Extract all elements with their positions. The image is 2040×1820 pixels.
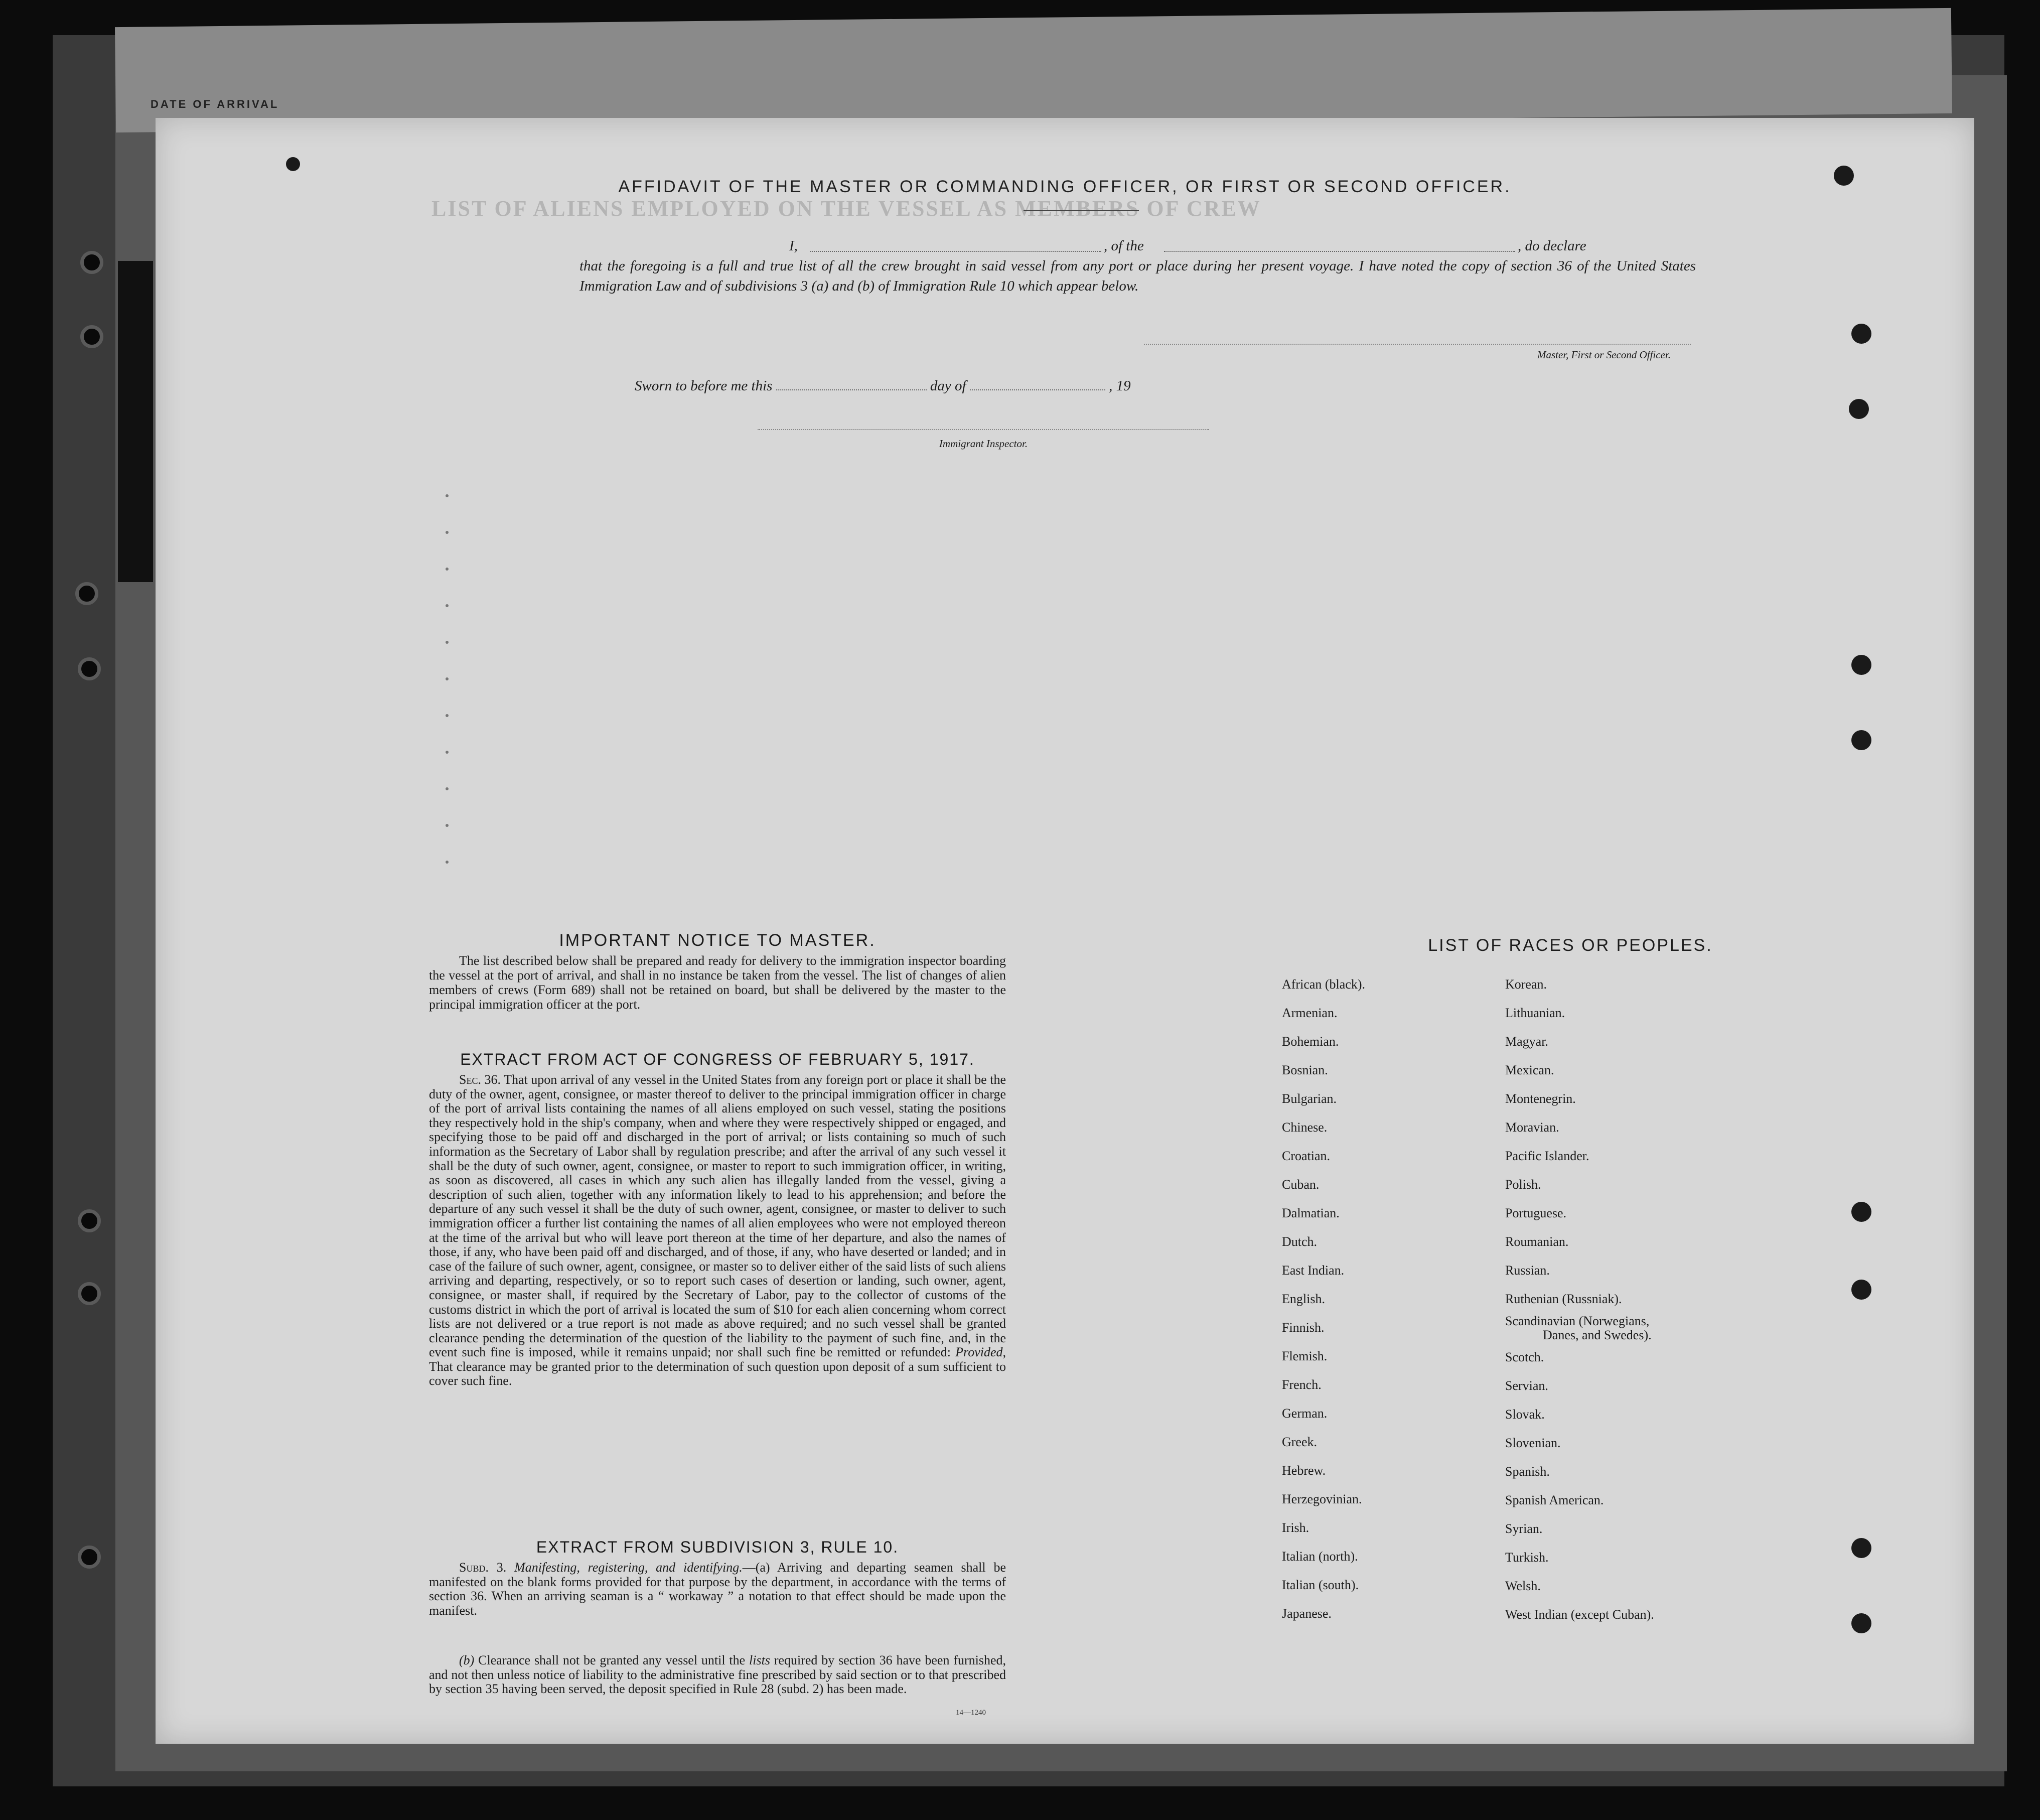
sworn-year: , 19	[1109, 378, 1131, 394]
bleed-dot	[446, 751, 449, 754]
race-item-line: Scandinavian (Norwegians,	[1505, 1314, 1650, 1328]
binder-hole-icon	[78, 1282, 101, 1305]
inspector-signature-field[interactable]	[758, 429, 1209, 430]
affidavit-title: AFFIDAVIT OF THE MASTER OR COMMANDING OFFICER, OR FIRST OR SECOND OFFICER.	[618, 177, 1512, 196]
title-divider	[1024, 210, 1139, 211]
top-edge-sheet	[115, 8, 1952, 132]
notice-text: The list described below shall be prepared and ready for delivery to the immigration inspector boarding the vessel at the port of arrival, and shall in no instance be taken from the vessel. The list of changes of alien members of crews (Form 689) shall not be retained on board, but shall be delivered by the master to the principal immigration officer at the port.	[429, 953, 1006, 1012]
race-item: Welsh.	[1505, 1579, 1541, 1593]
bleed-dot	[446, 568, 449, 571]
race-item: Irish.	[1282, 1520, 1309, 1535]
sworn-prefix: Sworn to before me this	[635, 378, 773, 394]
notice-title: IMPORTANT NOTICE TO MASTER.	[559, 931, 876, 950]
binder-hole-icon	[80, 251, 103, 274]
race-item: Magyar.	[1505, 1034, 1548, 1049]
binder-hole-icon	[286, 157, 300, 171]
form-number: 14—1240	[956, 1709, 986, 1717]
inspector-label: Immigrant Inspector.	[939, 438, 1028, 450]
bleed-dot	[446, 604, 449, 607]
bleed-dot	[446, 824, 449, 827]
binder-hole-icon	[78, 1546, 101, 1569]
subdivision-a-text	[429, 1561, 1006, 1618]
race-item: Bulgarian.	[1282, 1091, 1337, 1106]
binder-hole-icon	[78, 1209, 101, 1232]
binder-hole-icon	[1851, 655, 1871, 675]
race-item: Slovak.	[1505, 1407, 1545, 1422]
para-b-marker: (b)	[459, 1653, 475, 1667]
race-item: Cuban.	[1282, 1177, 1320, 1192]
race-item: Roumanian.	[1505, 1234, 1569, 1249]
race-item: Chinese.	[1282, 1120, 1328, 1135]
form-page	[156, 118, 1974, 1744]
race-item: French.	[1282, 1377, 1322, 1392]
race-item: Scotch.	[1505, 1350, 1544, 1364]
binding-strip	[118, 261, 153, 582]
race-item-line: Danes, and Swedes).	[1543, 1328, 1652, 1342]
affidavit-declare: , do declare	[1518, 238, 1586, 254]
bleed-dot	[446, 787, 449, 790]
race-item: English.	[1282, 1292, 1325, 1306]
bleed-dot	[446, 861, 449, 864]
signature-label: Master, First or Second Officer.	[1537, 349, 1671, 361]
race-item: Herzegovinian.	[1282, 1492, 1362, 1506]
race-item: African (black).	[1282, 977, 1366, 992]
race-item: Pacific Islander.	[1505, 1149, 1589, 1163]
race-item: Montenegrin.	[1505, 1091, 1576, 1106]
binder-hole-icon	[1851, 324, 1871, 344]
race-item: Italian (north).	[1282, 1549, 1358, 1564]
race-item: Hebrew.	[1282, 1463, 1326, 1478]
name-field[interactable]	[810, 237, 1101, 252]
race-item: Lithuanian.	[1505, 1006, 1565, 1020]
extract-act-title: EXTRACT FROM ACT OF CONGRESS OF FEBRUARY 5, 1917.	[460, 1050, 975, 1068]
binder-hole-icon	[80, 325, 103, 348]
binder-hole-icon	[1851, 1538, 1871, 1558]
section-label: Sec. 36.	[459, 1072, 501, 1087]
bleed-dot	[446, 714, 449, 717]
race-item: Italian (south).	[1282, 1578, 1359, 1592]
race-item: Polish.	[1505, 1177, 1541, 1192]
para-b-text-1: Clearance shall not be granted any vessel until the	[478, 1653, 746, 1667]
binder-hole-icon	[1851, 1280, 1871, 1300]
affidavit-statement: that the foregoing is a full and true list of all the crew brought in said vessel from any port or place during her present voyage. I have noted the copy of section 36 of the United States Immigration Law and of subdivisions 3 (a) and (b) of Immigration Rule 10 which appear below.	[579, 258, 1696, 294]
section-36-body: That upon arrival of any vessel in the United States from any foreign port or place it shall be the duty of the owner, agent, consignee, or master thereof to deliver to the principal immigration officer in charge of the port of arrival lists containing the names of all aliens employed on such vessel, stating the positions they respectively hold in the ship's company, when and where they were respectively shipped or engaged, and specifying those to be paid off and discharged in the port of arrival; or lists containing so much of such information as the Secretary of Labor shall by regulation prescribe; and after the arrival of any such vessel it shall be the duty of such owner, agent, consignee, or master to report to such immigration officer, in writing, as soon as discovered, all cases in which any such alien has illegally landed from the vessel, giving a description of such alien, together with any information likely to lead to his apprehension; and before the departure of any such vessel it shall be the duty of such owner, agent, consignee, or master to deliver to such immigration officer a further list containing the names of all alien employees who were not employed thereon at the time of the arrival but who will leave port thereon at the time of her departure, and also the names of those, if any, who have been paid off and discharged, and of those, if any, who have deserted or landed; and in case of the failure of such owner, agent, consignee, or master so to deliver either of the said lists of such aliens arriving and departing, respectively, or so to report such cases of desertion or landing, such owner, agent, consignee, or master shall, if required by the Secretary of Labor, pay to the collector of customs of the customs district in which the port of arrival is located the sum of $10 for each alien concerning whom correct lists are not delivered or a true report is not made as above required; and no such vessel shall be granted clearance pending the determination of the question of the liability to the payment of such fine, and, in the event such fine is imposed, while it remains unpaid; nor shall such fine be remitted or refunded:	[429, 1072, 1006, 1360]
extract-rule-title: EXTRACT FROM SUBDIVISION 3, RULE 10.	[536, 1538, 899, 1556]
race-item: Korean.	[1505, 977, 1547, 992]
race-item: Croatian.	[1282, 1149, 1331, 1163]
sworn-day-of: day of	[930, 378, 966, 394]
signature-field[interactable]	[1144, 344, 1691, 345]
vessel-field[interactable]	[1164, 237, 1515, 252]
background-edge-text: DATE OF ARRIVAL	[151, 98, 279, 110]
para-b-lists: lists	[749, 1653, 770, 1667]
race-item: East Indian.	[1282, 1263, 1345, 1278]
affidavit-i: I,	[789, 238, 798, 254]
race-item: Japanese.	[1282, 1606, 1332, 1621]
affidavit-of-the: , of the	[1104, 238, 1144, 254]
race-item: Portuguese.	[1505, 1206, 1567, 1220]
race-item: Mexican.	[1505, 1063, 1554, 1077]
race-item: Dutch.	[1282, 1234, 1318, 1249]
race-item: Flemish.	[1282, 1349, 1328, 1363]
bleed-dot	[446, 677, 449, 680]
binder-hole-icon	[1851, 1613, 1871, 1633]
race-item: Finnish.	[1282, 1320, 1325, 1335]
para-a-text: Arriving and departing seamen shall be manifested on the blank forms provided for that purpose by the department, in accordance with the terms of section 36. When an arriving seaman is a “ workaway ” a notation to that effect should be made upon the manifest.	[429, 1560, 1006, 1618]
races-title: LIST OF RACES OR PEOPLES.	[1428, 936, 1713, 955]
bleed-dot	[446, 641, 449, 644]
race-item: Ruthenian (Russniak).	[1505, 1292, 1622, 1306]
subdivision-b-text	[429, 1653, 1006, 1697]
affidavit-body	[579, 236, 1696, 296]
race-item: Syrian.	[1505, 1521, 1543, 1536]
bleed-dot	[446, 531, 449, 534]
binder-hole-icon	[78, 657, 101, 680]
affidavit-declaration-line	[579, 236, 1696, 256]
background-faint-heading: LIST OF ALIENS EMPLOYED ON THE VESSEL AS MEMBERS OF CREW	[431, 196, 1261, 221]
race-item: Moravian.	[1505, 1120, 1559, 1135]
race-item: Spanish.	[1505, 1464, 1550, 1479]
race-item	[1505, 1313, 1654, 1343]
races-left-column	[1282, 970, 1365, 1628]
sworn-line	[635, 376, 1131, 394]
para-b-text-2: required by section 36 have been furnished, and not then unless notice of liability to the administrative fine prescribed by said section or to that prescribed by section 35 having been served, the deposit specified in Rule 28 (subd. 2) has been made.	[429, 1653, 1006, 1697]
races-right-column	[1505, 970, 1654, 1629]
section-36-text	[429, 1073, 1006, 1388]
binder-hole-icon	[1851, 730, 1871, 750]
section-36-end: That clearance may be granted prior to the determination of such question upon deposit of a sum sufficient to cover such fine.	[429, 1359, 1006, 1388]
race-item: Bosnian.	[1282, 1063, 1328, 1077]
race-item: Spanish American.	[1505, 1493, 1604, 1507]
race-item: Russian.	[1505, 1263, 1550, 1278]
race-item: Turkish.	[1505, 1550, 1549, 1565]
race-item: Dalmatian.	[1282, 1206, 1340, 1220]
race-item: West Indian (except Cuban).	[1505, 1607, 1654, 1622]
race-item: Servian.	[1505, 1378, 1548, 1393]
para-a-marker: —(a)	[742, 1560, 770, 1575]
subdivision-label: Subd. 3.	[459, 1560, 507, 1575]
race-item: Slovenian.	[1505, 1436, 1561, 1450]
race-item: Bohemian.	[1282, 1034, 1339, 1049]
provided-word: Provided,	[955, 1345, 1006, 1360]
race-item: Greek.	[1282, 1435, 1318, 1449]
bleed-dot	[446, 494, 449, 497]
binder-hole-icon	[1849, 399, 1869, 419]
race-item: Armenian.	[1282, 1006, 1338, 1020]
subdivision-heading: Manifesting, registering, and identifying.	[514, 1560, 743, 1575]
race-item: German.	[1282, 1406, 1328, 1421]
binder-hole-icon	[1851, 1202, 1871, 1222]
sworn-month-field[interactable]	[970, 376, 1105, 390]
sworn-day-field[interactable]	[776, 376, 927, 390]
binder-hole-icon	[75, 582, 98, 605]
